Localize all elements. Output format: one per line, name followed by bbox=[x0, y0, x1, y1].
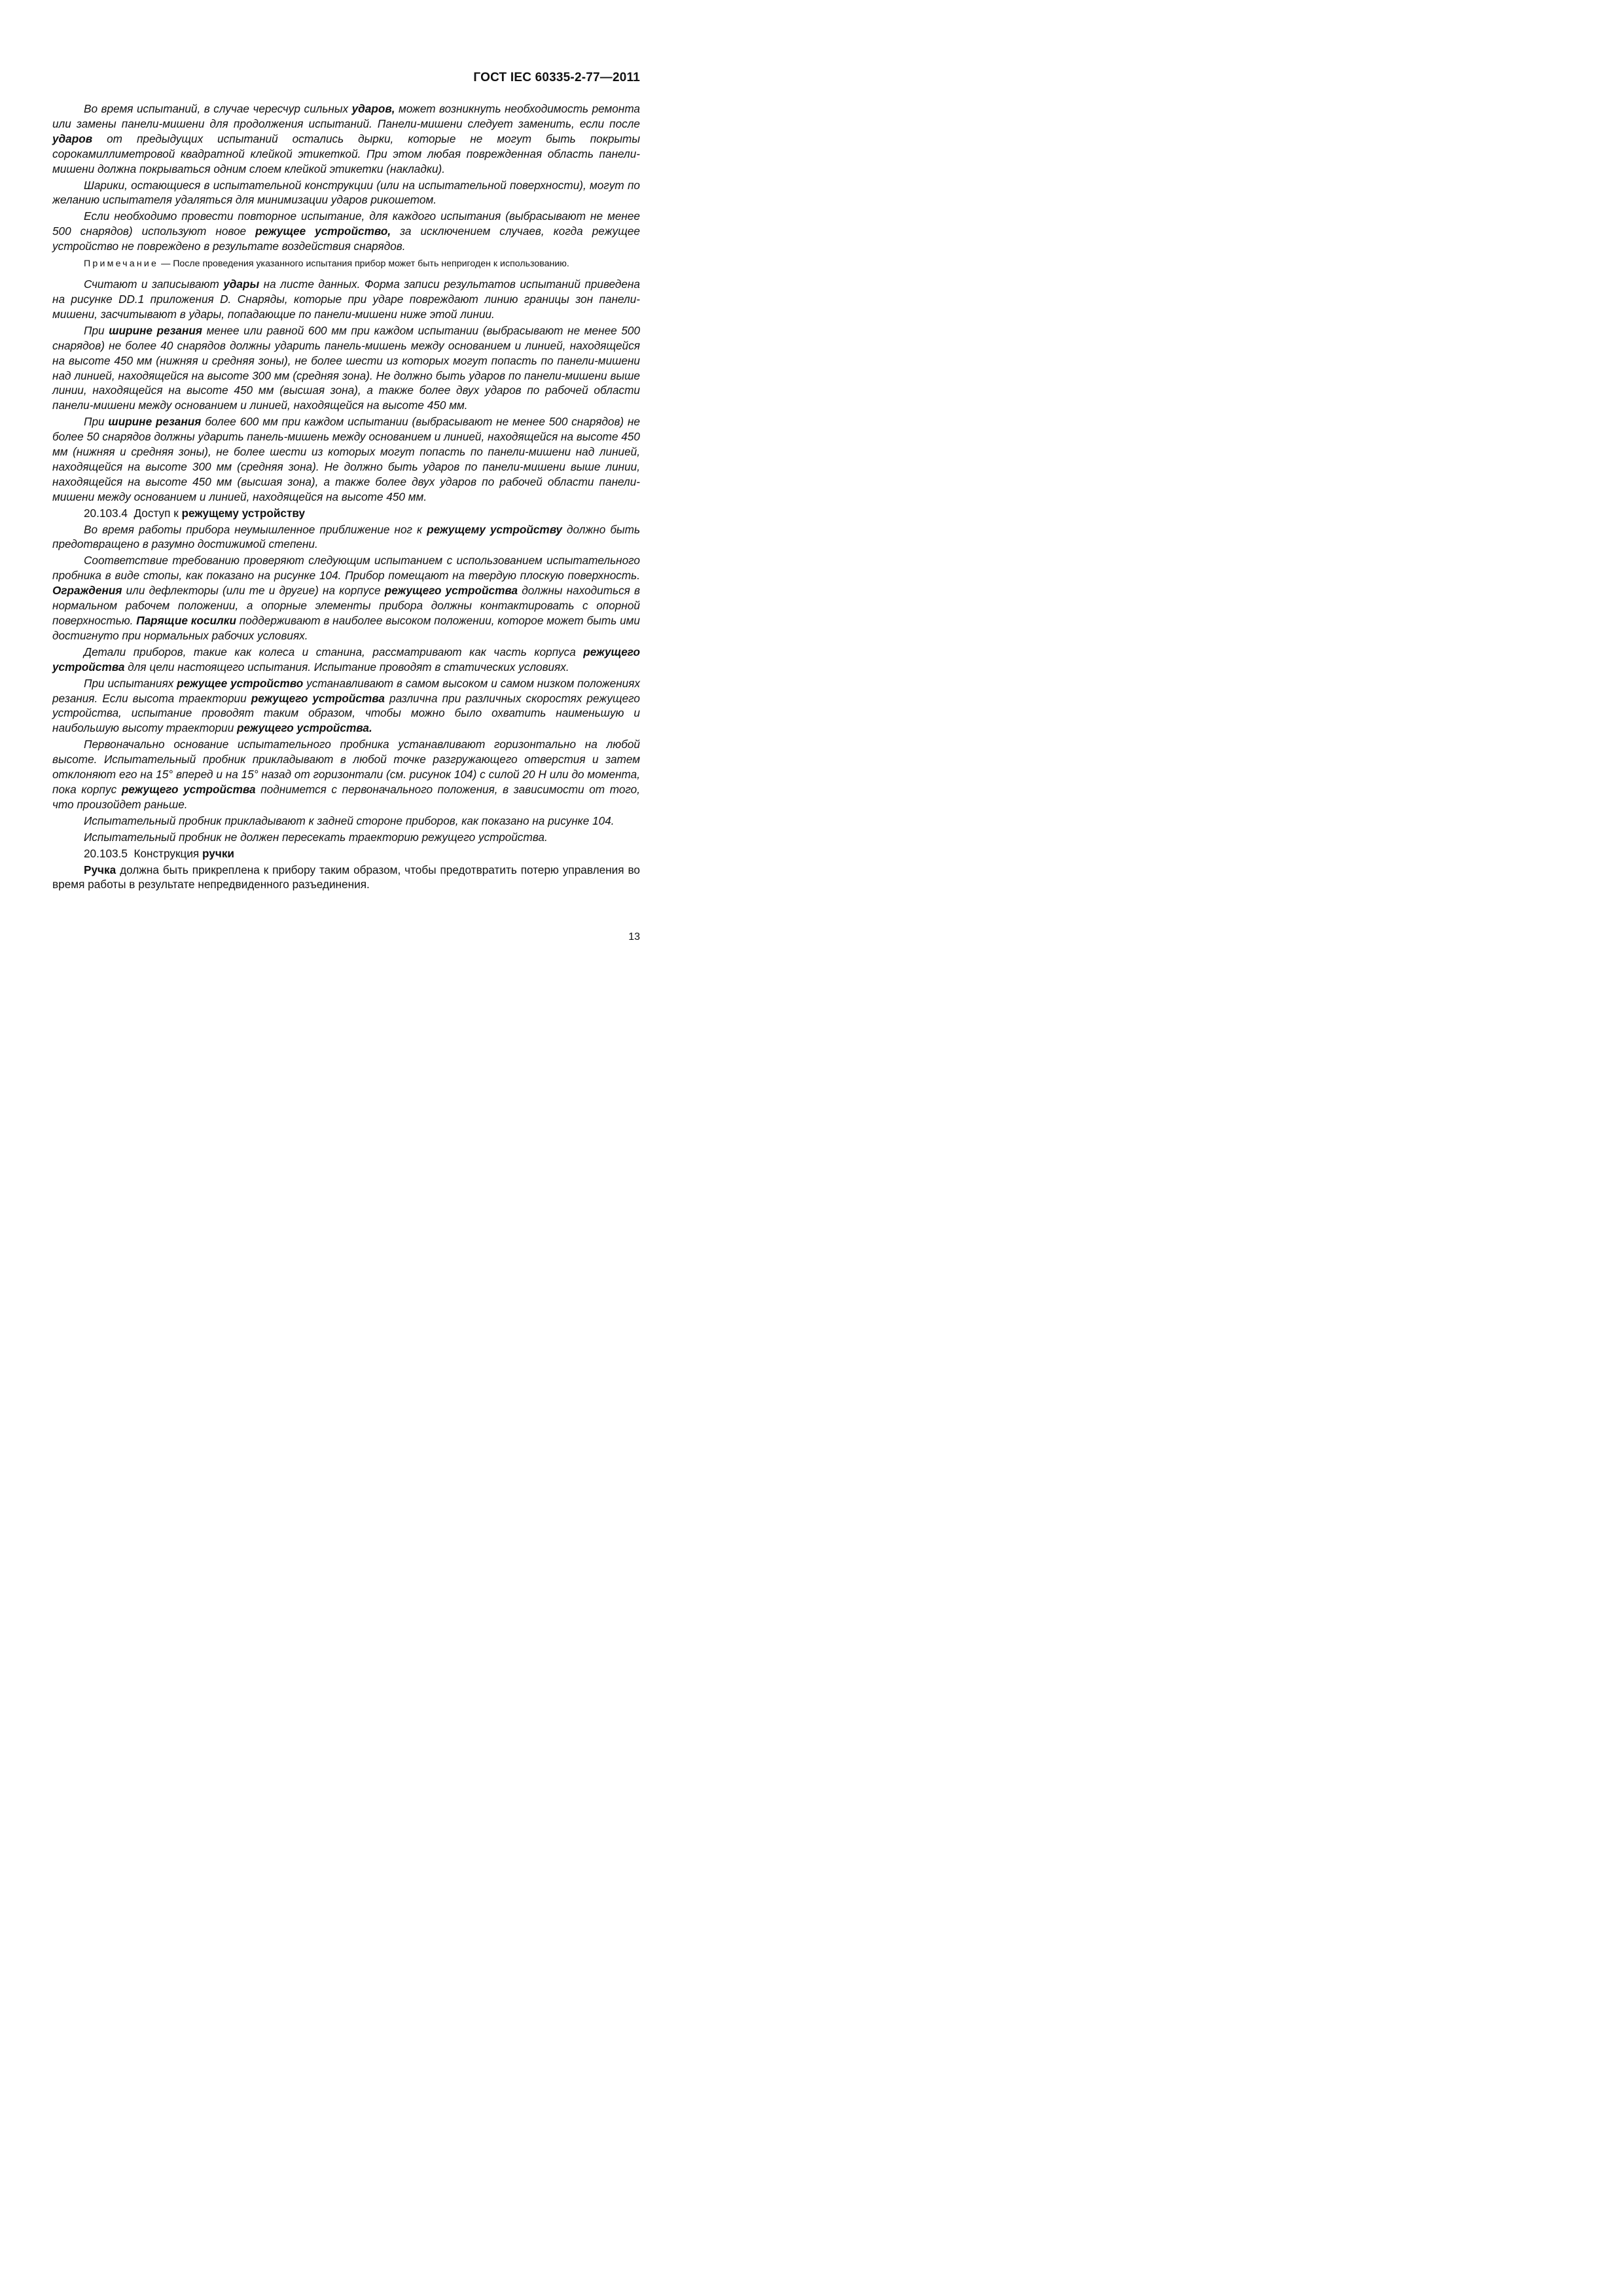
term-impacts: удары bbox=[223, 278, 260, 291]
term-guards: Ограждения bbox=[52, 584, 122, 598]
term-cutting-width: ширине резания bbox=[108, 415, 202, 429]
clause-title-term: ручки bbox=[202, 846, 234, 860]
paragraph-record-impacts bbox=[52, 277, 640, 322]
clause-heading-20-103-4 bbox=[52, 506, 640, 521]
text-run: Первоначально основание испытательного пробника устанавливают горизонтально на любой высоте. Испытательный пробник прикладывают в любой точке разгружающего отверстия и затем отклоняют его на 15° вперед и на 15° назад от горизонтали (см. рисунок 104) с силой 20 Н или до момента, пока корпус bbox=[52, 738, 640, 796]
term-cutting-means: режущее устройство, bbox=[255, 224, 391, 238]
term-cutting-means: режущему устройству bbox=[427, 522, 563, 536]
text-run: различна при различных скоростях режущего устройства, испытание проводят таким образом, чтобы можно было охватить наименьшую и наибольшую высоту траектории bbox=[52, 691, 640, 735]
paragraph-cutting-heights bbox=[52, 676, 640, 736]
term-cutting-width: ширине резания bbox=[109, 323, 202, 337]
text-run: поддерживают в наиболее высоком положении, которое может быть ими достигнуто при нормальных рабочих условиях. bbox=[52, 614, 640, 642]
text-run: При испытаниях bbox=[84, 676, 177, 690]
note bbox=[52, 257, 640, 271]
text-run: Испытательный пробник не должен пересекать траекторию режущего устройства. bbox=[84, 830, 548, 844]
text-run: Шарики, остающиеся в испытательной конструкции (или на испытательной поверхности), могут по желанию испытателя удаляться для минимизации ударов рикошетом. bbox=[52, 178, 640, 207]
clause-title: Конструкция bbox=[134, 846, 203, 860]
document-page bbox=[0, 0, 720, 1018]
text-run: устанавливают в самом высоком и самом низком положениях резания. Если высота траектории bbox=[52, 676, 640, 705]
paragraph-feet-access bbox=[52, 522, 640, 552]
term-cutting-means: режущего устройства bbox=[251, 691, 385, 705]
text-run: должна быть прикреплена к прибору таким образом, чтобы предотвратить потерю управления во время работы в результате непредвиденного разъединения. bbox=[52, 863, 640, 891]
paragraph-probe-trajectory bbox=[52, 830, 640, 845]
text-run: от предыдущих испытаний остались дырки, которые не могут быть покрыты сорокамиллиметровой квадратной клейкой этикеткой. При этом любая поврежденная область панели-мишени должна покрываться одним слоем клейкой этикетки (накладки). bbox=[52, 132, 640, 175]
text-run: за исключением случаев, когда режущее устройство не повреждено в результате воздействия снарядов. bbox=[52, 224, 640, 253]
clause-title-term: режущему устройству bbox=[181, 506, 306, 520]
paragraph-width-le-600 bbox=[52, 323, 640, 413]
document-body bbox=[52, 101, 640, 893]
text-run: Детали приборов, такие как колеса и станина, рассматривают как часть корпуса bbox=[84, 645, 584, 658]
paragraph-repeat-test bbox=[52, 209, 640, 254]
clause-number: 20.103.4 bbox=[84, 506, 128, 520]
text-run: или дефлекторы (или те и другие) на корпусе bbox=[122, 584, 385, 598]
term-cutting-means: режущего устройства bbox=[52, 645, 640, 673]
paragraph-width-gt-600 bbox=[52, 414, 640, 504]
text-run: для цели настоящего испытания. Испытание проводят в статических условиях. bbox=[124, 660, 569, 673]
paragraph-handle bbox=[52, 863, 640, 893]
term-impacts: ударов bbox=[52, 132, 93, 145]
text-run: на листе данных. Форма записи результатов испытаний приведена на рисунке DD.1 приложения D. Снаряды, которые при ударе повреждают линию границы зон панели-мишени, засчитывают в удары, попадающие по панели-мишени ниже этой линии. bbox=[52, 278, 640, 321]
page-number: 13 bbox=[628, 931, 640, 942]
text-run: Во время работы прибора неумышленное приближение ног к bbox=[84, 522, 427, 536]
paragraph-probe-rear bbox=[52, 814, 640, 829]
text-run: более 600 мм при каждом испытании (выбрасывают не менее 500 снарядов) не более 50 снарядов должны ударить панель-мишень между основанием и линией, находящейся на высоте 450 мм (нижняя и средняя зоны), не более шести из которых могут попасть по панели-мишени над линией, находящейся на высоте 300 мм (средняя зона). Не должно быть ударов по панели-мишени выше линии, находящейся на высоте 450 мм (высшая зона), а также более двух ударов по рабочей области панели-мишени между основанием и линией, находящейся на высоте 450 мм. bbox=[52, 415, 640, 503]
paragraph-probe-application bbox=[52, 737, 640, 812]
term-handle: Ручка bbox=[84, 863, 116, 876]
clause-title: Доступ к bbox=[134, 506, 182, 520]
note-text: — После проведения указанного испытания прибор может быть непригоден к использованию. bbox=[158, 259, 569, 270]
text-run: Соответствие требованию проверяют следующим испытанием с использованием испытательного пробника в виде стопы, как показано на рисунке 104. Прибор помещают на твердую плоскую поверхность. bbox=[52, 554, 640, 583]
clause-heading-20-103-5 bbox=[52, 846, 640, 861]
text-run: Испытательный пробник прикладывают к задней стороне приборов, как показано на рисунке 104. bbox=[84, 814, 615, 827]
text-run: поднимется с первоначального положения, в зависимости от того, что произойдет раньше. bbox=[52, 782, 641, 811]
paragraph-foot-probe-test bbox=[52, 553, 640, 643]
term-hover-mowers: Парящие косилки bbox=[136, 614, 236, 627]
text-run: Считают и записывают bbox=[84, 278, 224, 291]
paragraph-balls-removal bbox=[52, 178, 640, 208]
text-run: может возникнуть необходимость ремонта или замены панели-мишени для продолжения испытаний. Панели-мишени следует заменить, если после bbox=[52, 102, 640, 130]
text-run: Во время испытаний, в случае чересчур сильных bbox=[84, 102, 352, 115]
note-label: Примечание bbox=[84, 259, 159, 270]
text-run: Если необходимо провести повторное испытание, для каждого испытания (выбрасывают не менее 500 снарядов) используют новое bbox=[52, 209, 640, 238]
term-cutting-means: режущего устройства bbox=[384, 584, 518, 598]
term-cutting-means: режущего устройства. bbox=[237, 721, 372, 735]
term-cutting-means: режущее устройство bbox=[177, 676, 304, 690]
clause-number: 20.103.5 bbox=[84, 846, 128, 860]
paragraph-wheels-chassis bbox=[52, 645, 640, 675]
paragraph-panel-replacement bbox=[52, 101, 640, 177]
text-run: При bbox=[84, 323, 109, 337]
text-run: менее или равной 600 мм при каждом испытании (выбрасывают не менее 500 снарядов) не более 40 снарядов должны ударить панель-мишень между основанием и линией, находящейся на высоте 450 мм (нижняя и средняя зоны), не более шести из которых могут попасть по панели-мишени над линией, находящейся на высоте 300 мм (средняя зона). Не должно быть ударов по панели-мишени выше линии, находящейся на высоте 450 мм (высшая зона), а также более двух ударов по рабочей области панели-мишени между основанием и линией, находящейся на высоте 450 мм. bbox=[52, 323, 641, 412]
document-header: ГОСТ IEC 60335-2-77—2011 bbox=[473, 71, 640, 84]
term-impacts: ударов, bbox=[351, 102, 395, 115]
text-run: должны находиться в нормальном рабочем положении, а опорные элементы прибора должны контактировать с опорной поверхностью. bbox=[52, 584, 640, 627]
text-run: должно быть предотвращено в разумно достижимой степени. bbox=[52, 522, 640, 551]
term-cutting-means: режущего устройства bbox=[121, 782, 256, 796]
text-run: При bbox=[84, 415, 109, 429]
